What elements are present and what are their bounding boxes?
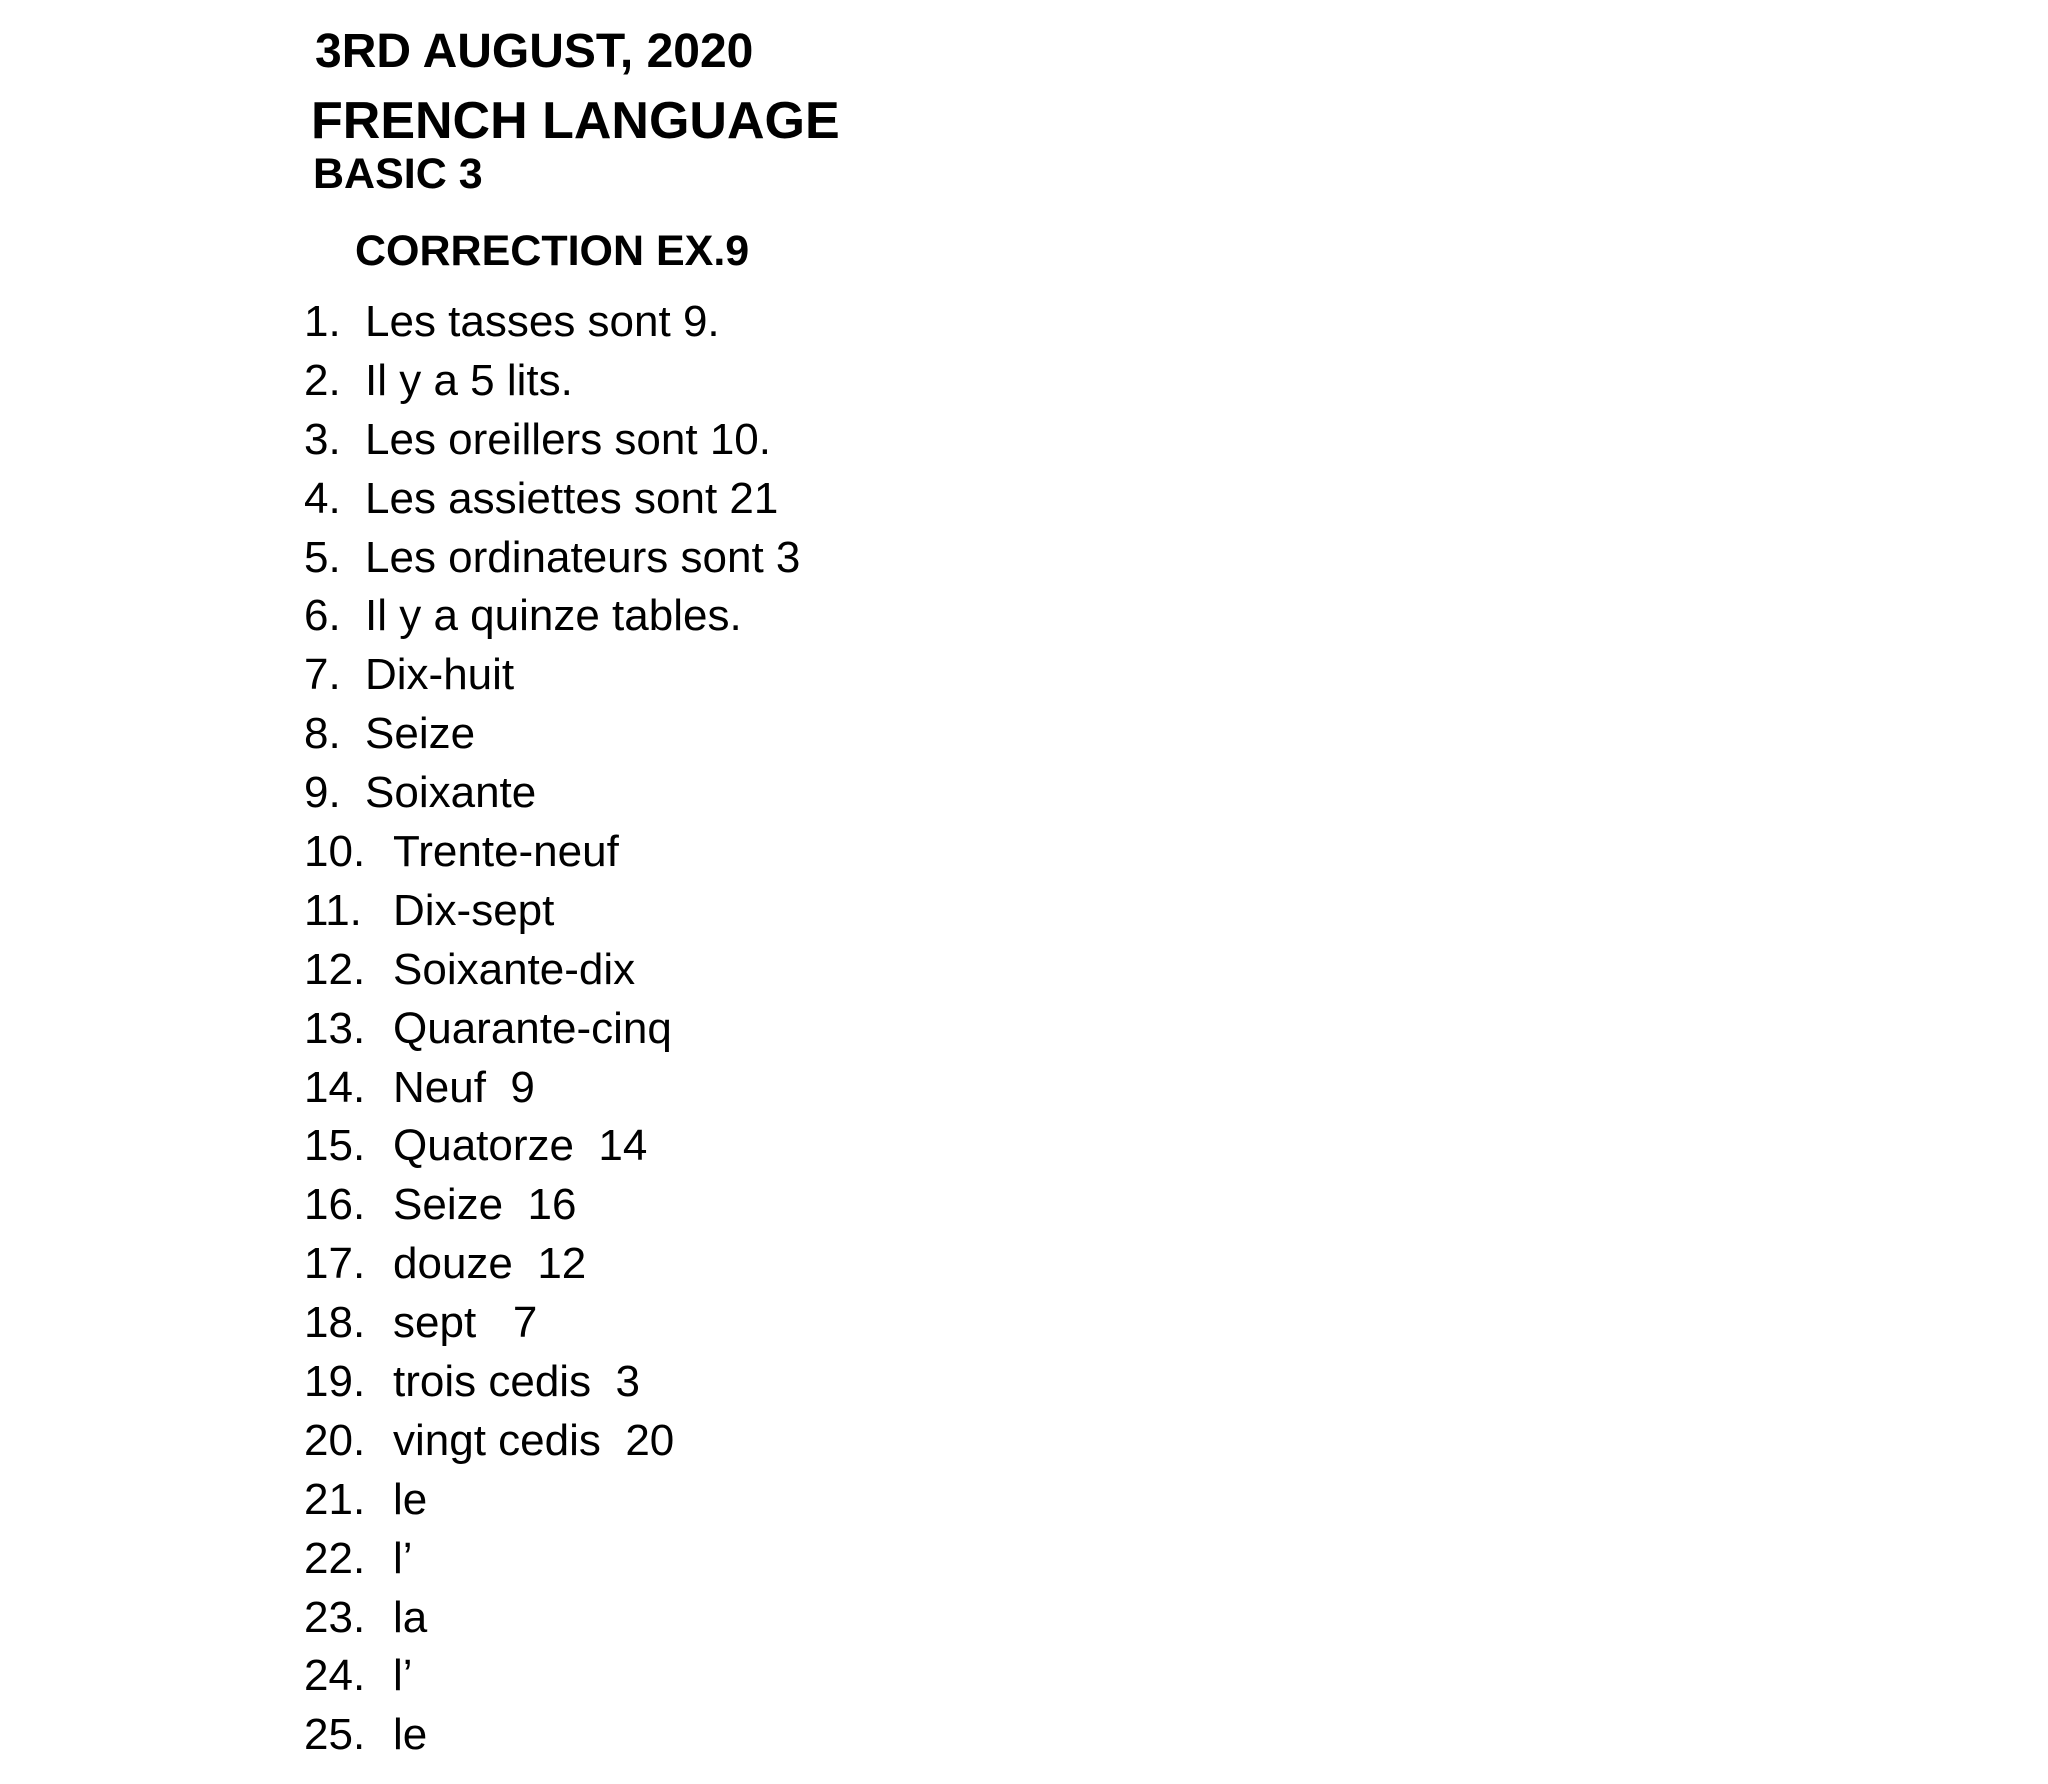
answer-number: 21. xyxy=(304,1474,366,1524)
subject-heading: FRENCH LANGUAGE xyxy=(311,92,840,150)
answer-number: 6. xyxy=(304,591,341,641)
answer-number: 7. xyxy=(304,650,341,700)
answer-text: trois cedis 3 xyxy=(393,1357,640,1407)
answer-text: vingt cedis 20 xyxy=(393,1415,675,1465)
answer-text: Seize xyxy=(365,709,476,759)
answer-text: la xyxy=(393,1592,428,1642)
answer-number: 19. xyxy=(304,1357,366,1407)
answer-text: Quatorze 14 xyxy=(393,1121,648,1171)
answer-text: Il y a 5 lits. xyxy=(365,355,573,405)
answer-text: Les oreillers sont 10. xyxy=(365,414,771,464)
document-date: 3RD AUGUST, 2020 xyxy=(315,25,754,78)
answer-number: 25. xyxy=(304,1710,366,1760)
answer-number: 3. xyxy=(304,414,341,464)
answer-text: Les assiettes sont 21 xyxy=(365,473,779,523)
answer-text: Il y a quinze tables. xyxy=(365,591,742,641)
answer-text: l’ xyxy=(393,1651,413,1701)
answer-number: 15. xyxy=(304,1121,366,1171)
answer-text: Quarante-cinq xyxy=(393,1003,672,1053)
answer-number: 23. xyxy=(304,1592,366,1642)
answer-number: 17. xyxy=(304,1239,366,1289)
answer-text: Soixante-dix xyxy=(393,944,636,994)
answer-number: 1. xyxy=(304,297,341,346)
answer-text: Les ordinateurs sont 3 xyxy=(365,532,801,582)
answer-number: 4. xyxy=(304,473,341,523)
answer-text: Dix-huit xyxy=(365,650,515,700)
answer-text: douze 12 xyxy=(393,1239,587,1289)
answer-number: 13. xyxy=(304,1003,366,1053)
answer-number: 5. xyxy=(304,532,341,582)
exercise-title: CORRECTION EX.9 xyxy=(355,227,750,275)
answer-text: Neuf 9 xyxy=(393,1062,535,1112)
answer-number: 22. xyxy=(304,1533,366,1583)
answer-number: 16. xyxy=(304,1180,366,1230)
answer-text: le xyxy=(393,1474,428,1524)
answer-number: 2. xyxy=(304,355,341,405)
answer-text: sept 7 xyxy=(393,1298,538,1348)
answer-number: 10. xyxy=(304,827,366,877)
answer-number: 12. xyxy=(304,944,366,994)
answer-number: 14. xyxy=(304,1062,366,1112)
answer-text: Dix-sept xyxy=(393,885,555,935)
answer-number: 9. xyxy=(304,768,341,818)
answer-text: Soixante xyxy=(365,768,537,818)
answer-text: Les tasses sont 9. xyxy=(365,297,720,346)
class-level: BASIC 3 xyxy=(313,150,483,198)
answer-number: 18. xyxy=(304,1298,366,1348)
answer-text: le xyxy=(393,1710,428,1760)
answer-number: 8. xyxy=(304,709,341,759)
answer-number: 24. xyxy=(304,1651,366,1701)
answer-number: 11. xyxy=(304,885,362,935)
answer-text: Trente-neuf xyxy=(393,827,619,877)
answer-number: 20. xyxy=(304,1415,366,1465)
answer-text: Seize 16 xyxy=(393,1180,577,1230)
answer-text: l’ xyxy=(393,1533,413,1583)
